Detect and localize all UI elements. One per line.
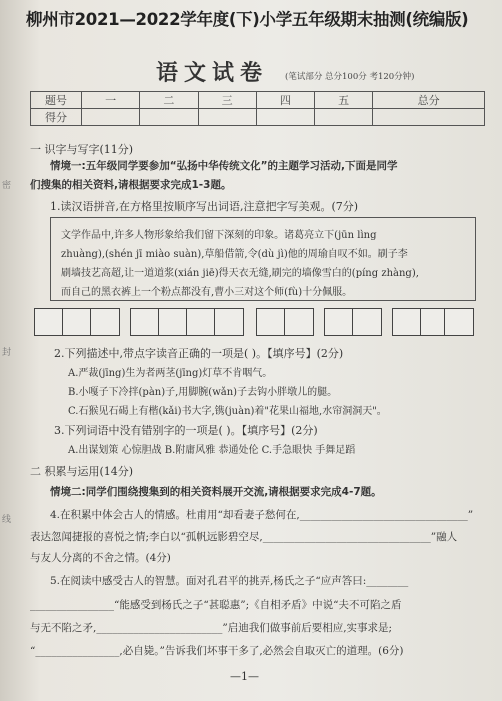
- question-text: 5.在阅读中感受古人的智慧。面对孔君平的挑弄,杨氏之子“应声答曰:________: [50, 575, 409, 587]
- score-cell: 一: [82, 92, 140, 109]
- question-text: 2.下列描述中,带点字读音正确的一项是( )。【填序号】(2分): [54, 347, 344, 360]
- option-text: A.出谋划策 心惊胆战 B.附庸风雅 恭通处伦 C.手急眼快 手舞足蹈: [68, 445, 356, 456]
- exam-header-title: 柳州市2021—2022学年度(下)小学五年级期末抽测(统编版): [26, 10, 469, 29]
- passage-line: 而自己的黑衣裤上一个粉点都没有,曹小三对这个师(fù)十分佩服。: [61, 287, 353, 298]
- writing-grid-box[interactable]: [444, 308, 474, 336]
- scenario-text: 情境一:五年级同学要参加“弘扬中华传统文化”的主题学习活动,下面是同学: [50, 160, 398, 172]
- score-table-score-row: [31, 109, 485, 126]
- question-text: 1.读汉语拼音,在方格里按顺序写出词语,注意把字写美观。(7分): [50, 200, 359, 213]
- paper-title: 语文试卷: [156, 60, 269, 86]
- question-text: “________________,必自毙。”告诉我们坏事干多了,必然会自取灭亡的道理。(6分): [30, 645, 404, 657]
- option-text: B.小嘎子下冷拌(pàn)子,用脚腕(wǎn)子去钩小胖墩儿的腿。: [68, 387, 338, 398]
- question-text: 表达忽闻捷报的喜悦之情;李白以“孤帆远影碧空尽,________________________________”融人: [30, 531, 458, 543]
- score-input-cell[interactable]: [82, 109, 140, 126]
- passage-line: 刷墙技艺高超,让一道道浆(xián jiē)得天衣无缝,刷完的墙像雪白的(píng zhàng),: [61, 268, 419, 279]
- passage-line: 文学作品中,许多人物形象给我们留下深刻的印象。诸葛亮立下(jūn lìng: [61, 230, 377, 241]
- score-cell: 总分: [373, 92, 485, 109]
- scenario-text: 们搜集的相关资料,请根据要求完成1-3题。: [30, 179, 232, 191]
- score-cell: 题号: [31, 92, 82, 109]
- score-cell: 五: [315, 92, 373, 109]
- question-text: ________________“能感受到杨氏之子“甚聪惠”;《自相矛盾》中说“夫不可陷之盾: [30, 599, 402, 611]
- question-text: 与无不陷之矛,________________________”启迪我们做事前后要相应,实事求是;: [30, 622, 393, 634]
- pinyin-passage-box: [50, 217, 476, 301]
- option-text: A.严裁(jīng)生为者两茎(jīng)灯草不肯咽气。: [68, 368, 273, 379]
- writing-grid-box[interactable]: [256, 308, 286, 336]
- score-input-cell[interactable]: [315, 109, 373, 126]
- sidebar-mark: 密: [2, 181, 12, 191]
- score-cell: 四: [256, 92, 314, 109]
- writing-grid-box[interactable]: [324, 308, 354, 336]
- score-input-cell[interactable]: [256, 109, 314, 126]
- option-text: C.石猴见石碣上有楷(kǎi)书大字,镌(juàn)着"花果山福地,水帘洞洞天"。: [68, 406, 387, 417]
- score-cell: 三: [198, 92, 256, 109]
- writing-grid-box[interactable]: [214, 308, 244, 336]
- score-input-cell[interactable]: [198, 109, 256, 126]
- score-table: [30, 91, 485, 126]
- writing-grid-box[interactable]: [90, 308, 120, 336]
- writing-grid-box[interactable]: [130, 308, 160, 336]
- writing-grid-box[interactable]: [352, 308, 382, 336]
- writing-grid-row: [34, 308, 474, 338]
- section-heading: 二 积累与运用(14分): [30, 465, 134, 478]
- score-input-cell[interactable]: [140, 109, 198, 126]
- paper-subtitle: (笔试部分 总分100分 考120分钟): [285, 72, 415, 82]
- scenario-text: 情境二:同学们围绕搜集到的相关资料展开交流,请根据要求完成4-7题。: [50, 486, 382, 498]
- score-cell: 得分: [31, 109, 82, 126]
- question-text: 与友人分离的不舍之情。(4分): [30, 552, 171, 564]
- question-text: 3.下列词语中没有错别字的一项是( )。【填序号】(2分): [54, 424, 318, 437]
- writing-grid-box[interactable]: [392, 308, 422, 336]
- score-input-cell[interactable]: [373, 109, 485, 126]
- writing-grid-box[interactable]: [34, 308, 64, 336]
- page-number: —1—: [230, 670, 259, 683]
- passage-line: zhuàng),(shén jī miào suàn),草船借箭,令(dù jì)他的周瑜自叹不如。刷子李: [61, 249, 408, 260]
- sidebar-mark: 封: [2, 348, 12, 358]
- score-cell: 二: [140, 92, 198, 109]
- writing-grid-box[interactable]: [284, 308, 314, 336]
- sidebar-mark: 线: [2, 515, 12, 525]
- writing-grid-box[interactable]: [62, 308, 92, 336]
- score-table-header-row: [31, 92, 485, 109]
- writing-grid-box[interactable]: [158, 308, 188, 336]
- question-text: 4.在积累中体会古人的情感。杜甫用“却看妻子愁何在,________________________________”: [50, 509, 474, 521]
- writing-grid-box[interactable]: [186, 308, 216, 336]
- section-heading: 一 识字与写字(11分): [30, 143, 134, 156]
